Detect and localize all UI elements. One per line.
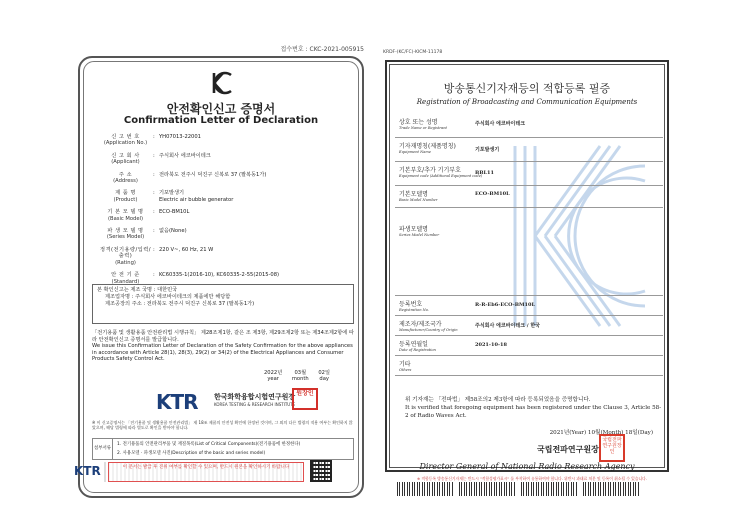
row-manufacturer: 제조자/제조국가 Manufacturer/Country of Origin 주식회사 에코바이테크 / 한국	[395, 316, 663, 336]
registration-issue-date: 2021년(Year) 10월(Month) 18일(Day)	[549, 430, 653, 436]
issuer-name: 한국화학융합시험연구원장	[214, 393, 296, 401]
barcode-icon	[583, 482, 639, 496]
kc-logo-icon	[211, 70, 233, 96]
ktr-footer-logo-icon: KTR	[74, 464, 101, 478]
row-equipment-name: 기자재명칭(제품명칭) Equipment Name 기포발생기	[395, 138, 663, 162]
safety-confirmation-certificate	[72, 44, 370, 492]
certificate-title-kr: 안전확인신고 증명서	[166, 102, 276, 116]
row-trade-name: 상호 또는 성명 Trade Name or Registrant 주식회사 에코바이테크	[395, 114, 663, 138]
field-product: 제 품 명 (Product) : 기포발생기 Electric air bubble generator	[113, 190, 234, 203]
field-rating: 정격(전기용량/입력/출력) (Rating) : 220 V~, 60 Hz, 21 W	[99, 246, 214, 266]
certificate-title-en: Confirmation Letter of Declaration	[123, 115, 319, 126]
agency-seal: 국립전파연구원장인	[599, 434, 625, 462]
barcode-icon	[397, 482, 453, 496]
barcode-icon	[459, 482, 515, 496]
row-series-model: 파생모델명 Series Model Number	[395, 208, 663, 296]
registration-title-kr: 방송통신기자재등의 적합등록 필증	[443, 82, 611, 95]
field-basic-model: 기 본 모 델 명 (Basic Model) : ECO-BM10L	[107, 209, 190, 222]
issue-date: 2022년 year 03월 month 02일 day	[264, 370, 330, 382]
field-applicant: 신 고 회 사 (Applicant) : 주식회사 에코바이테크	[111, 152, 211, 166]
signer-name-kr: 국립전파연구원장	[537, 444, 599, 454]
issuer-name-en: KOREA TESTING & RESEARCH INSTITUTE	[214, 402, 296, 407]
row-basic-model: 기본모델명 Basic Model Number ECO-BM10L	[395, 186, 663, 208]
certificate-footer	[74, 458, 372, 488]
manufacturer-box: 본 확인신고는 제조 국명 : 대한민국 제조업자명 : 주식회사 에코바이테크의 제품에만 해당함 제조공장의 주소 : 전라북도 전주시 덕진구 신복로 37 (팔복동1가)	[92, 284, 354, 324]
document-number: KRDF-(KC/FC)-KICM-11178	[383, 50, 443, 55]
certificate-fields	[98, 134, 356, 285]
field-series-model: 파 생 모 델 명 (Series Model) : 없음(None)	[106, 228, 187, 241]
certificate-frame	[78, 56, 364, 498]
declaration-text: 「전기용품 및 생활용품 안전관리법 시행규칙」 제28조제1항, 같은 조 제3항, 제29조제2항 또는 제34조제2항에 따라 안전확인신고 증명서를 발급합니다. We issue this Confirmation Letter of Declaration of the Safety Confirmation for the above appliances in accordance with Article 28(1), 28(3), 29(2) or 34(2) of the Electrical Appliances and Consumer Products Safety Control Act.	[92, 330, 354, 363]
certification-text-kr: 위 기자재는 「전파법」 제58조의2 제3항에 따라 등록되었음을 증명합니다.	[405, 397, 591, 403]
signer-name-en: Director General of National Radio Research Agency	[419, 462, 635, 471]
receipt-number: 접수번호 : CKC-2021-005915	[280, 46, 364, 53]
registration-table	[395, 114, 663, 376]
verification-stamp: 이 문서는 발급 후 진위 여부를 확인할 수 있으며, 반드시 원본을 확인하시기 바랍니다	[108, 462, 304, 482]
registration-title-en: Registration of Broadcasting and Communication Equipments	[416, 98, 638, 106]
conformity-notice: ※ 적합등록 방송통신기자재는 반드시 "적합성평가표시" 를 부착하여 유통하여야 합니다. 위반시 과태료 처분 및 등록이 취소될 수 있습니다.	[416, 476, 648, 481]
field-application-no: 신 고 번 호 (Application No.) : YH07013-22001	[103, 134, 201, 147]
ktr-logo-icon: KTR	[156, 390, 198, 414]
barcode-icon	[521, 482, 577, 496]
issuer-block	[156, 388, 316, 414]
registration-certificate	[383, 50, 673, 490]
row-equipment-code: 기본부호/추가 기기부호 Equipment code (Additional Equipment code) BBL11	[395, 162, 663, 186]
row-registration-no: 등록번호 Registration No. R-R-Eb6-ECO-BM10L	[395, 296, 663, 316]
row-others: 기타 Others	[395, 356, 663, 376]
field-address: 주 소 (Address) : 전라북도 전주시 덕진구 신복로 37 (팔복동1가)	[113, 171, 267, 185]
qr-code-icon	[310, 460, 332, 482]
legal-notes: ※ 이 신고증명서는 「전기용품 및 생활용품 안전관리법」 제 18조 제품의 안전성 확인에 한정된 것이며, 그 외의 다른 법령의 적용 여부는 확인하지 않았으며, 해당 법령에 따라 별도로 확인을 받아야 합니다.	[92, 420, 353, 430]
certification-text-en: It is verified that foregoing equipment has been registered under the Clause 3, Article 58-2 of Radio Waves Act.	[405, 405, 662, 419]
field-standard: 안 전 기 준 (Standard) : KC60335-1(2016-10), KC60335-2-55(2015-08)	[111, 272, 280, 285]
row-registration-date: 등록연월일 Date of Registration 2021-10-18	[395, 336, 663, 356]
registration-frame	[385, 60, 669, 472]
attachments-box: 첨부서류 1. 전기용품의 안전관리부품 및 재질목록(List of Critical Components)(전기용품에 한정한다) 2. 사용모델 · 파생모델 사진(Description of the basic and series model)	[92, 438, 354, 460]
issuer-seal: 원장인	[292, 388, 318, 410]
